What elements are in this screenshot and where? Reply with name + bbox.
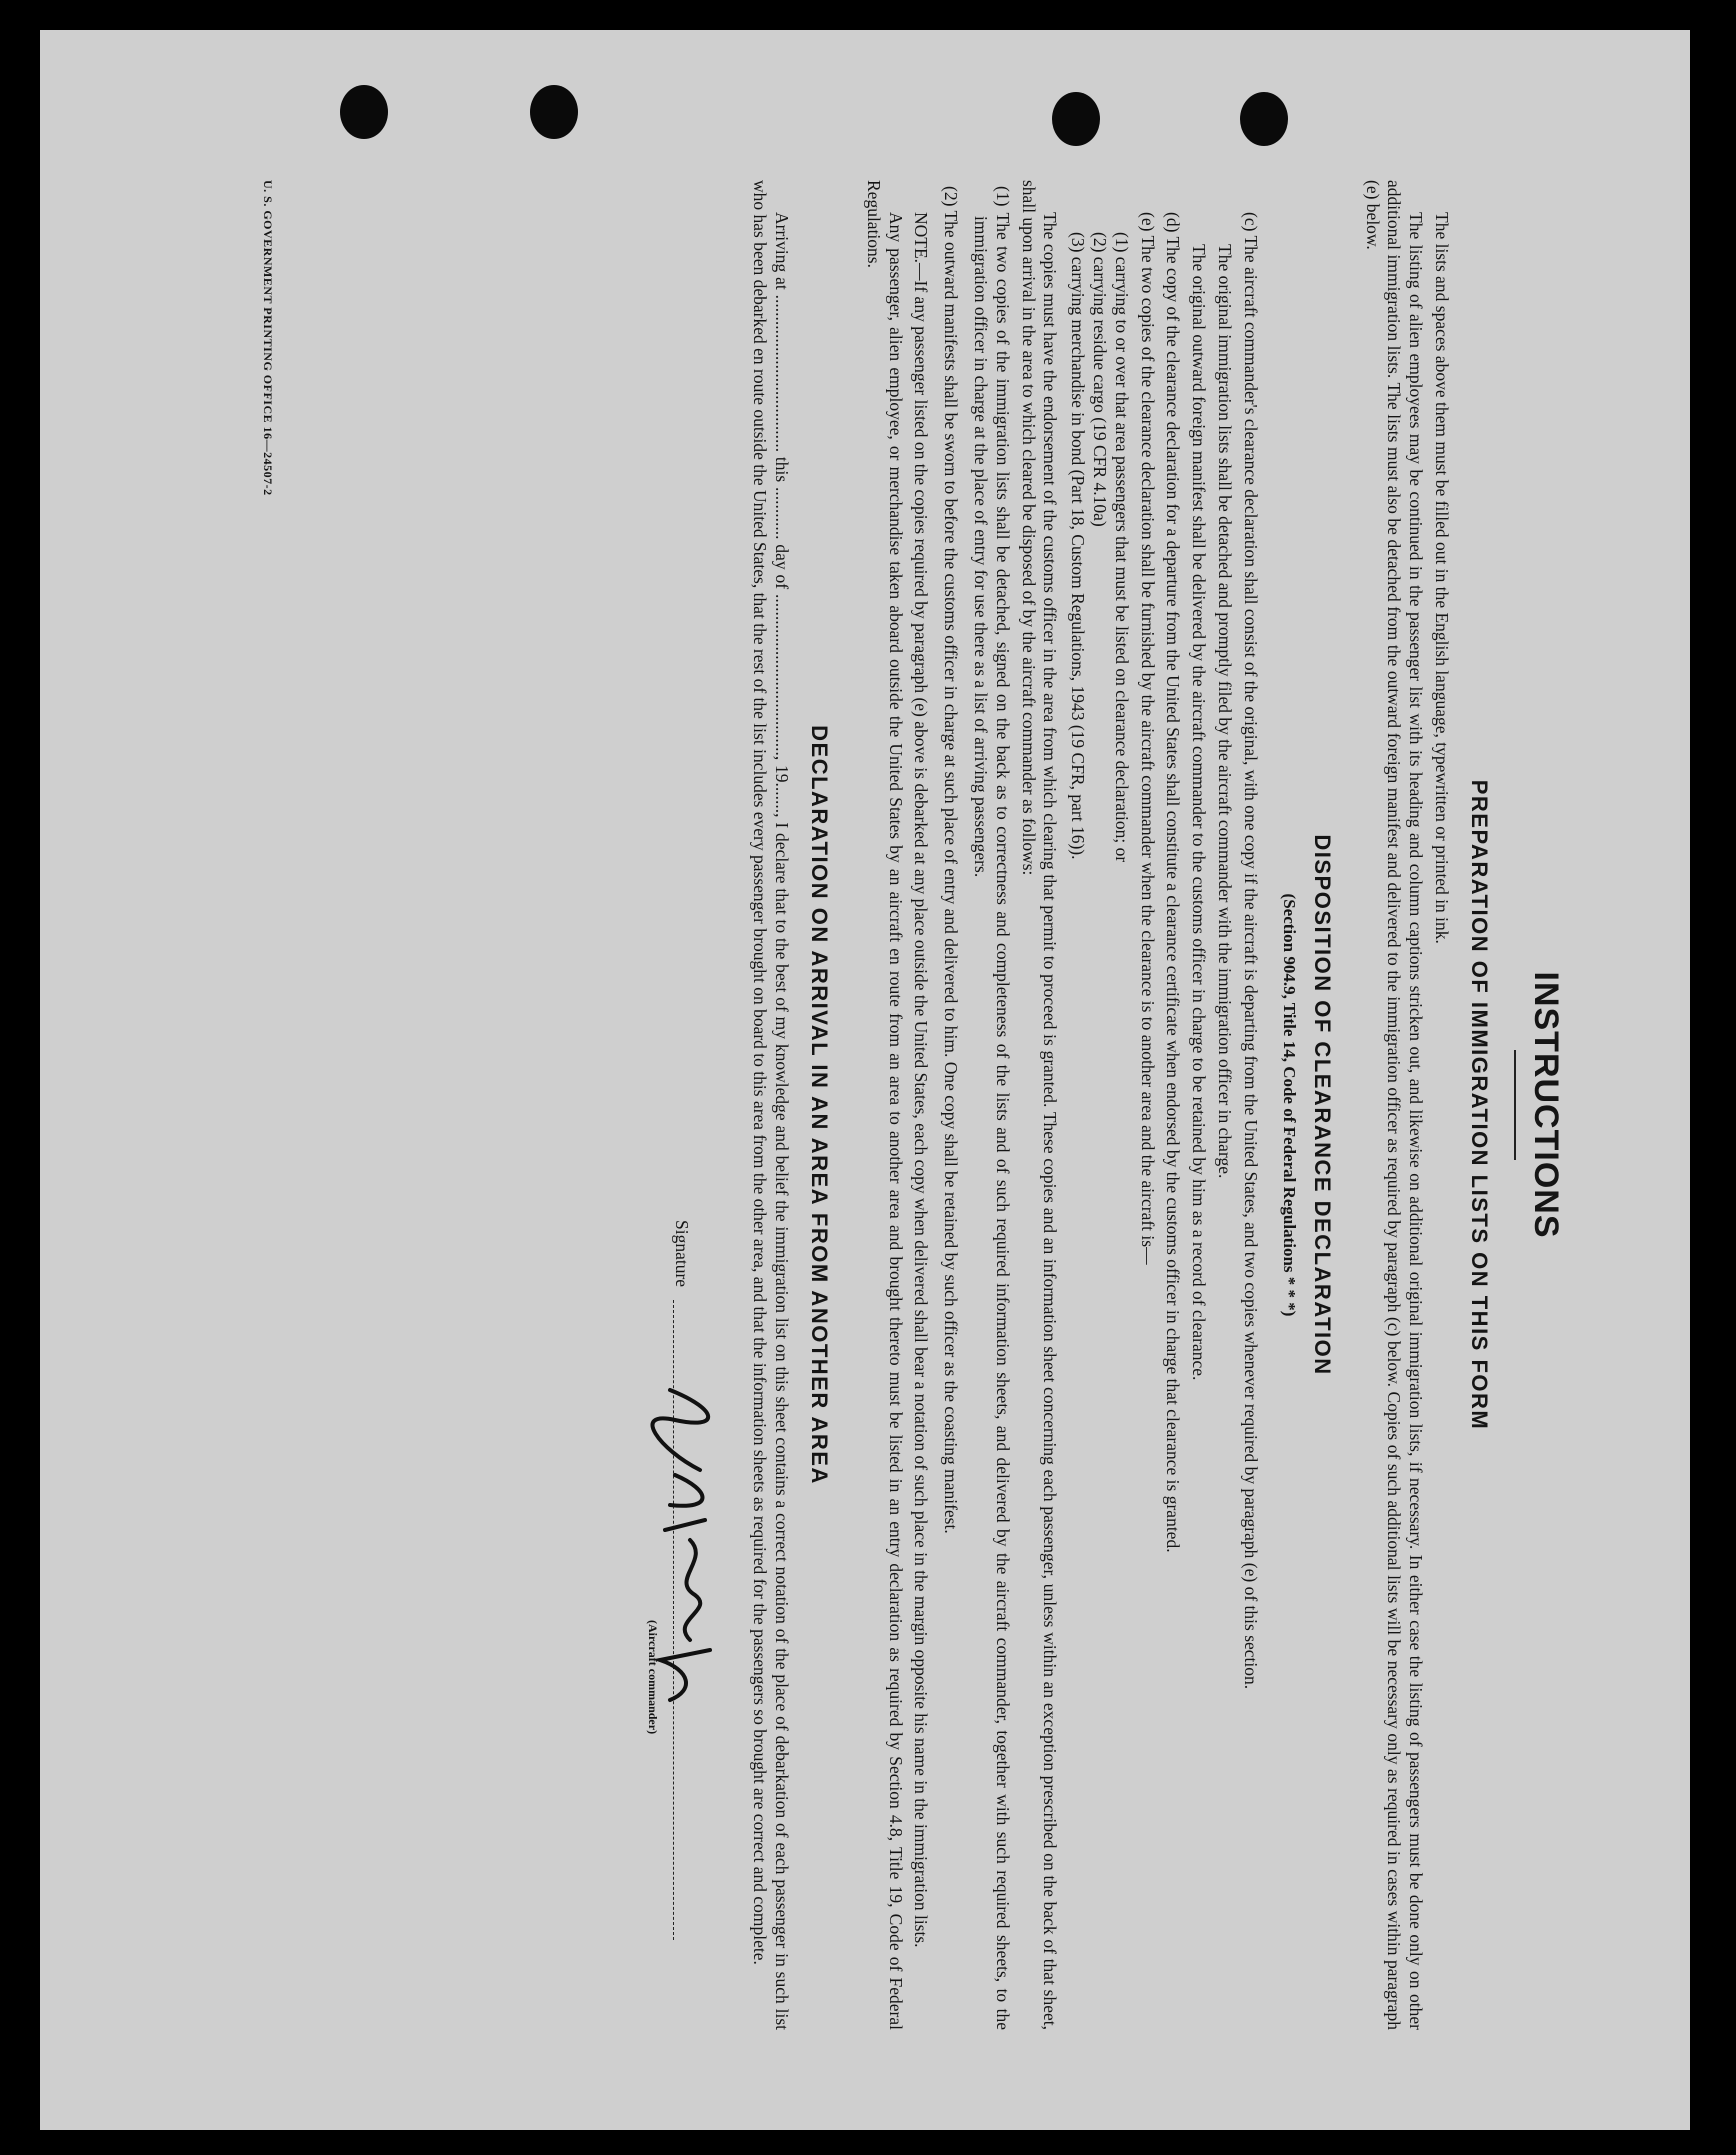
printer-imprint: U. S. GOVERNMENT PRINTING OFFICE 16—24507-2: [261, 180, 275, 496]
punch-hole: [340, 85, 388, 139]
punch-hole: [530, 85, 578, 139]
preparation-heading: PREPARATION OF IMMIGRATION LISTS ON THIS FORM: [1467, 779, 1492, 1431]
prep-paragraph: The lists and spaces above them must be filled out in the English language, typewritten or printed in ink.: [1432, 212, 1452, 944]
any-passenger-paragraph: Any passenger, alien employee, or merchandise taken aboard outside the United States by an aircraft en route from an area to another area and brought thereto must be listed in an entry declaration as required by Section 4.8, Title 19, Code of Federal Regulations.: [863, 180, 906, 2030]
disp-paragraph-e2: The copies must have the endorsement of the customs officer in the area from which clearing that permit to proceed is granted. These copies and an information sheet concerning each passenger, unless within an exception prescribed on the back of that sheet, shall upon arrival in the area to which cleared be disposed of by the aircraft commander as follows:: [1018, 180, 1061, 2030]
title-rule: [1514, 1050, 1516, 1160]
arrival-declaration: Arriving at .................................... this ............ day of ....................................., 19......., I declare that to the best of my knowledge and belief the immigration list on this sheet contains a correct notation of the place of debarkation of each passenger in such list who has been debarked en route outside the United States, that the rest of the list includes every passenger brought on board to this area from the other area, and that the information sheets as required for the passengers so brought are correct and complete.: [750, 180, 793, 2030]
instructions-title: INSTRUCTIONS: [1527, 971, 1565, 1239]
signature-caption: (Aircraft commander): [646, 1620, 661, 1735]
disp-paragraph-c2: The original immigration lists shall be detached and promptly filed by the aircraft commander with the immigration officer in charge.: [1215, 244, 1236, 1179]
punch-hole: [1052, 92, 1100, 146]
disp-paragraph-c3: The original outward foreign manifest shall be delivered by the aircraft commander to the customs officer in charge to be retained by him as a record of clearance.: [1189, 244, 1210, 1381]
disposition-heading: DISPOSITION OF CLEARANCE DECLARATION: [1309, 834, 1335, 1376]
signature-block: [630, 180, 700, 2030]
arrival-heading: DECLARATION ON ARRIVAL IN AN AREA FROM ANOTHER AREA: [807, 725, 833, 1485]
disp-paragraph-d: (d) The copy of the clearance declaration for a departure from the United States shall constitute a clearance certificate when endorsed by the customs officer in charge that clearance is granted.: [1163, 212, 1184, 1553]
prep-paragraph: The listing of alien employees may be continued in the passenger list with its heading and column captions stricken out, and likewise on additional original immigration lists, if necessary. In either case the listing of passengers must be done only on other additional immigration lists. The lists must also be detached from the outward foreign manifest and delivered to the immigration officer as required by paragraph (c) below. Copies of such additional lists will be necessary only as required in cases within paragraph (e) below.: [1362, 180, 1427, 2030]
disposition-subheading: (Section 904.9, Title 14, Code of Federal Regulations * * *): [1279, 893, 1299, 1317]
e-list: [1066, 232, 1131, 2030]
list-item: (3) carrying merchandise in bond (Part 18, Custom Regulations, 1943 (19 CFR, part 16)).: [1068, 232, 1089, 860]
document-page: [40, 30, 1690, 2130]
list-item: (1) The two copies of the immigration lists shall be detached, signed on the back as to correctness and completeness of the lists and of such required information sheets, and delivered by the aircraft commander, together with such required sheets, to the immigration officer in charge at the place of entry for use there as a list of arriving passengers.: [971, 186, 1013, 2030]
disp-paragraph-c: (c) The aircraft commander's clearance declaration shall consist of the original, with one copy if the aircraft is departing from the United States, and two copies whenever required by paragraph (e) of this section.: [1240, 212, 1261, 1690]
bleed-through-text: [1568, 180, 1600, 188]
list-item: (2) carrying residue cargo (19 CFR 4.10a): [1090, 232, 1111, 527]
list-item: (2) The outward manifests shall be sworn to before the customs officer in charge at such place of entry and delivered to him. One copy shall be retained by such officer as the coasting manifest.: [941, 186, 962, 1534]
note-paragraph: NOTE.—If any passenger listed on the copies required by paragraph (e) above is debarked at any place outside the United States, each copy when delivered shall bear a notation of such place in the margin opposite his name in the immigration lists.: [911, 212, 932, 1948]
signature-label: Signature: [672, 1220, 693, 1288]
list-item: (1) carrying to or over that area passengers that must be listed on clearance declaration; or: [1111, 232, 1132, 863]
handwritten-signature: [650, 1380, 730, 1740]
disp-paragraph-e: (e) The two copies of the clearance declaration shall be furnished by the aircraft commander when the clearance is to another area and the aircraft is—: [1137, 212, 1158, 1265]
punch-hole: [1240, 92, 1288, 146]
instructions-content: [205, 180, 1565, 2030]
